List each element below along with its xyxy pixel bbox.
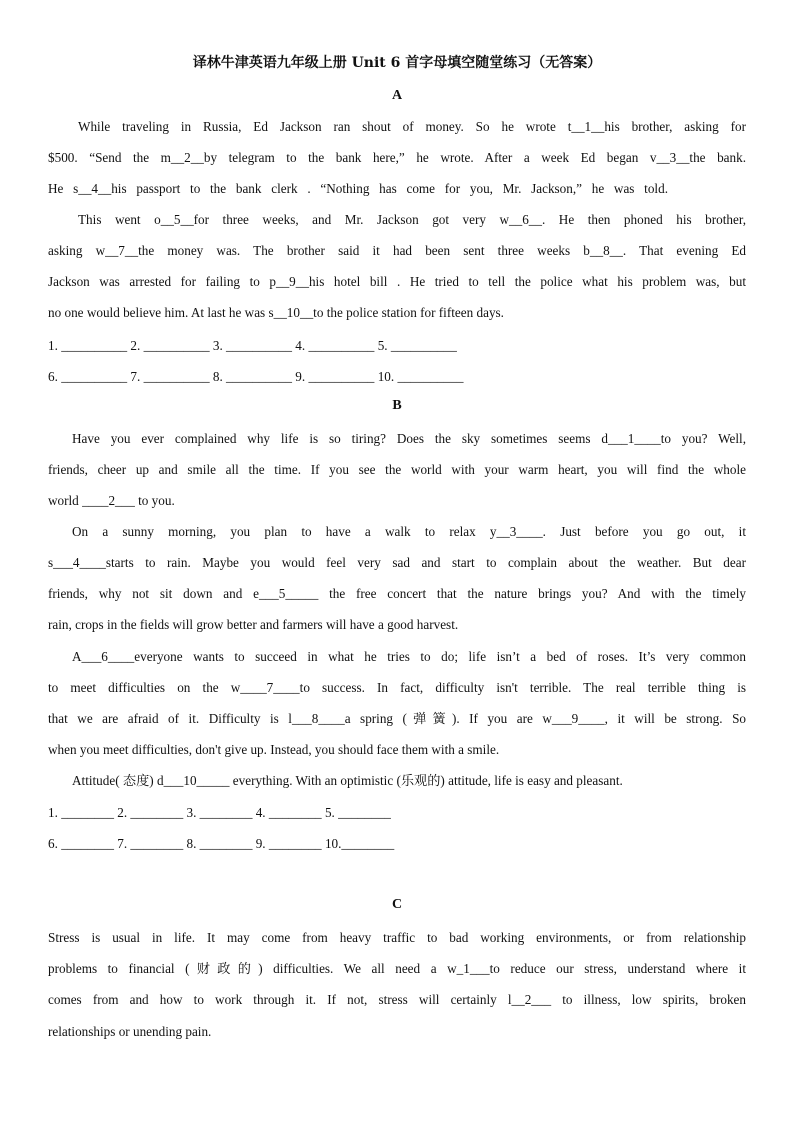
- section-a-line: He s__4__his passport to the bank clerk . “Nothing has come for you, Mr. Jackson,” he was told.: [48, 181, 668, 196]
- section-a-line: While traveling in Russia, Ed Jackson ran shout of money. So he wrote t__1__his brother, asking for: [78, 119, 746, 134]
- section-b-line: friends, cheer up and smile all the time. If you see the world with your warm heart, you will find the whole: [48, 462, 746, 477]
- section-a-line: Jackson was arrested for failing to p__9__his hotel bill . He tried to tell the police what his problem was, but: [48, 274, 746, 289]
- section-b-line: rain, crops in the fields will grow better and farmers will have a good harvest.: [48, 617, 459, 632]
- section-b-line: Have you ever complained why life is so tiring? Does the sky sometimes seems d___1____to you? Well,: [72, 431, 746, 446]
- section-b-line: that we are afraid of it. Difficulty is l___8____a spring (弹簧). If you are w___9____, it will be strong. So: [48, 711, 746, 726]
- section-b-line: when you meet difficulties, don't give up. Instead, you should face them with a smile.: [48, 742, 500, 757]
- section-b-line: Attitude( 态度) d___10_____ everything. With an optimistic (乐观的) attitude, life is easy and pleasant.: [72, 773, 623, 788]
- section-a-answers-row-2[interactable]: 6. __________ 7. __________ 8. __________ 9. __________ 10. __________: [48, 369, 464, 384]
- section-b-line: A___6____everyone wants to succeed in what he tries to do; life isn’t a bed of roses. It’s very common: [72, 649, 746, 664]
- section-b-line: world ____2___ to you.: [48, 493, 175, 508]
- section-c-heading: C: [391, 897, 403, 912]
- section-c-line: comes from and how to work through it. If not, stress will certainly l__2___ to illness, low spirits, broken: [48, 992, 746, 1007]
- page-title: 译林牛津英语九年级上册 Unit 6 首字母填空随堂练习（无答案）: [192, 55, 602, 71]
- section-a-line: no one would believe him. At last he was s__10__to the police station for fifteen days.: [48, 305, 504, 320]
- section-a-heading: A: [391, 88, 403, 103]
- section-b-answers-row-2[interactable]: 6. ________ 7. ________ 8. ________ 9. ________ 10.________: [48, 836, 395, 851]
- section-a-line: This went o__5__for three weeks, and Mr. Jackson got very w__6__. He then phoned his brother,: [78, 212, 746, 227]
- section-b-line: to meet difficulties on the w____7____to success. In fact, difficulty isn't terrible. The real terrible thing is: [48, 680, 746, 695]
- section-c-line: relationships or unending pain.: [48, 1024, 212, 1039]
- section-c-line: Stress is usual in life. It may come from heavy traffic to bad working environments, or from relationship: [48, 930, 746, 945]
- section-c-line: problems to financial (财政的) difficulties. We all need a w_1___to reduce our stress, understand where it: [48, 961, 746, 976]
- section-b-line: s___4____starts to rain. Maybe you would feel very sad and start to complain about the weather. But dear: [48, 555, 746, 570]
- section-a-line: $500. “Send the m__2__by telegram to the bank here,” he wrote. After a week Ed began v__3__the bank.: [48, 150, 746, 165]
- section-a-answers-row-1[interactable]: 1. __________ 2. __________ 3. __________ 4. __________ 5. __________: [48, 338, 457, 353]
- section-b-line: friends, why not sit down and e___5_____ the free concert that the nature brings you? And with the timely: [48, 586, 746, 601]
- section-b-answers-row-1[interactable]: 1. ________ 2. ________ 3. ________ 4. ________ 5. ________: [48, 805, 391, 820]
- section-a-line: asking w__7__the money was. The brother said it had been sent three weeks b__8__. That evening Ed: [48, 243, 746, 258]
- section-b-heading: B: [392, 398, 402, 413]
- section-b-line: On a sunny morning, you plan to have a walk to relax y__3____. Just before you go out, it: [72, 524, 746, 539]
